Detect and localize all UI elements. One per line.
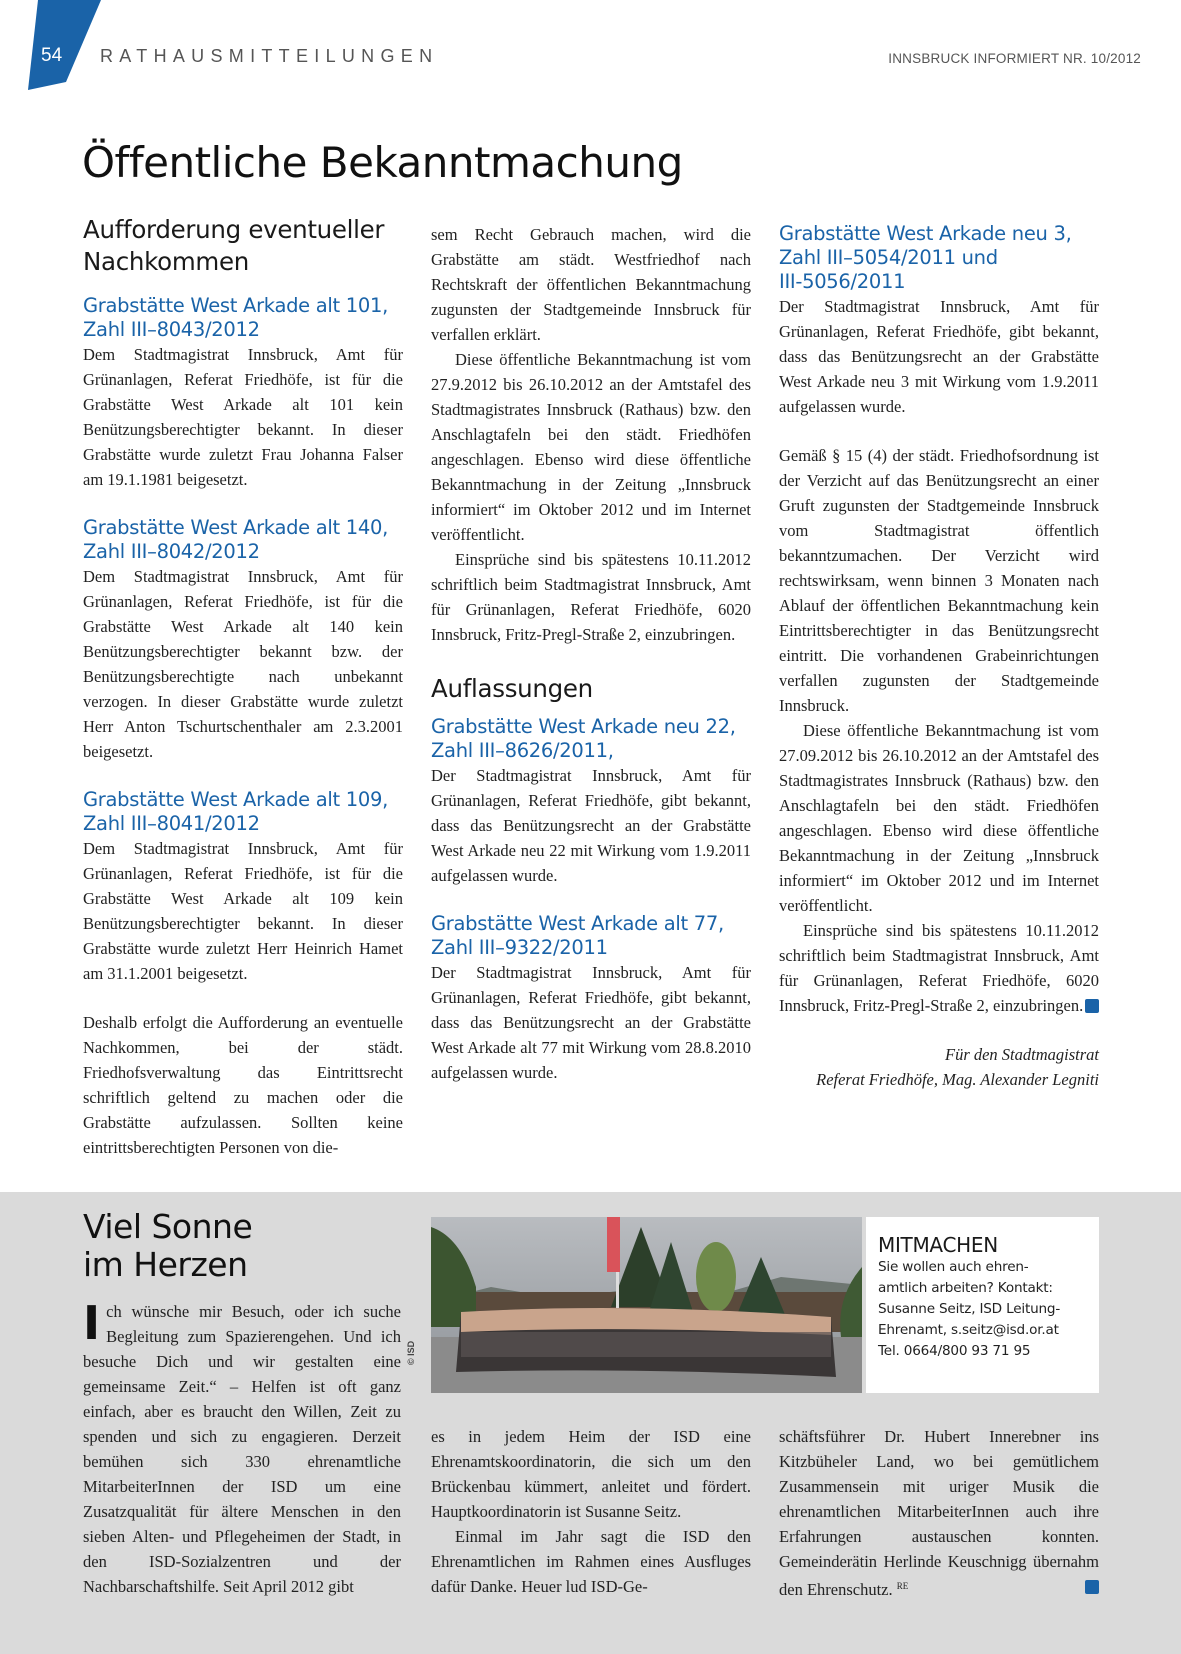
section-label: RATHAUSMITTEILUNGEN: [100, 46, 439, 66]
publication-paragraph: Diese öffentliche Bekanntmachung ist vom 27.09.2012 bis 26.10.2012 an der Amtstafel des Stadtmagistrates Innsbruck (Rathaus) bzw. den Anschlagtafeln bei den städt. Friedhöfen angeschlagen. Ebenso wird diese öffentliche Bekanntmachung in der Zeitung „Innsbruck informiert“ im Oktober 2012 und im Internet veröffentlicht.: [779, 721, 1099, 915]
feature-paragraph: Einmal im Jahr sagt die ISD den Ehrenamtlichen im Rahmen eines Ausfluges dafür Danke. Heuer lud ISD-Ge-: [431, 1527, 751, 1596]
section-heading-auflassungen: Auflassungen: [431, 674, 593, 703]
entry-title: Grabstätte West Arkade alt 140, Zahl III–8042/2012: [83, 516, 388, 563]
infobox-line: Sie wollen auch ehren-: [878, 1259, 1029, 1275]
drop-cap: I: [83, 1296, 101, 1350]
entry-body: Der Stadtmagistrat Innsbruck, Amt für Grünanlagen, Referat Friedhöfe, gibt bekannt, dass das Benützungsrecht an der Grabstätte West Arkade alt 77 mit Wirkung vom 28.8.2010 aufgelassen wurde.: [431, 963, 751, 1082]
notice-entry: [779, 222, 1099, 419]
entry-body: Der Stadtmagistrat Innsbruck, Amt für Grünanlagen, Referat Friedhöfe, gibt bekannt, dass das Benützungsrecht an der Grabstätte West Arkade neu 22 mit Wirkung vom 1.9.2011 aufgelassen wurde.: [431, 766, 751, 885]
feature-column-3: [779, 1424, 1099, 1602]
end-mark-icon: [1085, 999, 1099, 1013]
entry-title: Grabstätte West Arkade neu 3, Zahl III–5054/2011 und III-5056/2011: [779, 222, 1072, 293]
notice-entry: [83, 294, 403, 492]
notice-entry: [431, 715, 751, 888]
page-title: Öffentliche Bekanntmachung: [82, 138, 683, 187]
entry-title: Grabstätte West Arkade alt 101, Zahl III–8043/2012: [83, 294, 388, 341]
entry-body: Der Stadtmagistrat Innsbruck, Amt für Grünanlagen, Referat Friedhöfe, gibt bekannt, dass das Benützungsrecht an der Grabstätte West Arkade neu 3 mit Wirkung vom 1.9.2011 aufgelassen wurde.: [779, 297, 1099, 416]
legal-paragraph: Gemäß § 15 (4) der städt. Friedhofsordnung ist der Verzicht auf das Benützungsrecht an einer Gruft zugunsten der Stadtgemeinde Innsbruck vom Stadtmagistrat öffentlich bekanntzumachen. Der Verzicht wird rechtswirksam, wenn binnen 3 Monaten nach Ablauf der öffentlichen Bekanntmachung kein Eintrittsberechtigter in das Benützungsrecht eintritt. Die vorhandenen Grabeinrichtungen verfallen zugunsten der Stadtgemeinde Innsbruck.: [779, 446, 1099, 715]
notice-entry: [83, 788, 403, 986]
feature-paragraph: es in jedem Heim der ISD eine Ehrenamtskoordinatorin, die sich um den Brückenbau kümmert, anleitet und fördert. Hauptkoordinatorin ist Susanne Seitz.: [431, 1427, 751, 1521]
objections-paragraph: Einsprüche sind bis spätestens 10.11.2012 schriftlich beim Stadtmagistrat Innsbruck, Amt für Grünanlagen, Referat Friedhöfe, 6020 Innsbruck, Fritz-Pregl-Straße 2, einzubringen.: [431, 550, 751, 644]
mitmachen-infobox: [866, 1217, 1099, 1393]
column-2: [431, 222, 751, 1085]
issue-label: INNSBRUCK INFORMIERT NR. 10/2012: [888, 51, 1141, 66]
publication-paragraph: Diese öffentliche Bekanntmachung ist vom 27.9.2012 bis 26.10.2012 an der Amtstafel des Stadtmagistrates Innsbruck (Rathaus) bzw. den Anschlagtafeln bei den städt. Friedhöfen angeschlagen. Ebenso wird diese öffentliche Bekanntmachung in der Zeitung „Innsbruck informiert“ im Oktober 2012 und im Internet veröffentlicht.: [431, 350, 751, 544]
entry-title: Grabstätte West Arkade alt 109, Zahl III–8041/2012: [83, 788, 388, 835]
entry-title: Grabstätte West Arkade neu 22, Zahl III–8626/2011,: [431, 715, 736, 762]
notice-entry: [83, 516, 403, 764]
group-photo: [431, 1217, 862, 1393]
infobox-line: amtlich arbeiten? Kontakt:: [878, 1280, 1053, 1296]
author-initials: RE: [896, 1581, 909, 1591]
column-1: [83, 214, 403, 1160]
infobox-title: MITMACHEN: [878, 1233, 998, 1257]
infobox-phone-line: Tel. 0664/800 93 71 95: [878, 1343, 1031, 1359]
signature: Für den Stadtmagistrat Referat Friedhöfe, Mag. Alexander Legniti: [816, 1045, 1099, 1089]
page-number: 54: [41, 45, 63, 66]
infobox-email-line[interactable]: Ehrenamt, s.seitz@isd.or.at: [878, 1322, 1059, 1338]
end-mark-icon: [1085, 1580, 1099, 1594]
feature-column-2: [431, 1424, 751, 1599]
entry-body: Dem Stadtmagistrat Innsbruck, Amt für Grünanlagen, Referat Friedhöfe, ist für die Grabstätte West Arkade alt 101 kein Benützungsberechtigter bekannt. In dieser Grabstätte wurde zuletzt Frau Johanna Falser am 19.1.1981 beigesetzt.: [83, 345, 403, 489]
photo-credit: © ISD: [406, 1340, 416, 1365]
entry-body: Dem Stadtmagistrat Innsbruck, Amt für Grünanlagen, Referat Friedhöfe, ist für die Grabstätte West Arkade alt 109 kein Benützungsberechtigter bekannt. In dieser Grabstätte wurde zuletzt Herr Heinrich Hamet am 31.1.2001 beigesetzt.: [83, 839, 403, 983]
continuation-paragraph: sem Recht Gebrauch machen, wird die Grabstätte am städt. Westfriedhof nach Rechtskraft der öffentlichen Bekanntmachung zugunsten der Stadtgemeinde Innsbruck für verfallen erklärt.: [431, 225, 751, 344]
feature-column-1: [83, 1296, 401, 1599]
closing-paragraph: Deshalb erfolgt die Aufforderung an eventuelle Nachkommen, bei der städt. Friedhofsverwaltung das Eintrittsrecht schriftlich geltend zu machen oder die Grabstätte aufzulassen. Sollten keine eintrittsberechtigten Personen von die-: [83, 1013, 403, 1157]
section-heading-nachkommen: Aufforderung eventueller Nachkommen: [83, 215, 385, 276]
objections-paragraph: Einsprüche sind bis spätestens 10.11.2012 schriftlich beim Stadtmagistrat Innsbruck, Amt für Grünanlagen, Referat Friedhöfe, 6020 Innsbruck, Fritz-Pregl-Straße 2, einzubringen.: [779, 921, 1099, 1015]
feature-paragraph: schäftsführer Dr. Hubert Innerebner ins Kitzbüheler Land, wo bei gemütlichem Zusammensein mit uriger Musik die ehrenamtlichen MitarbeiterInnen auch ihre Erfahrungen austauschen konnten. Gemeinderätin Herlinde Keuschnigg übernahm den Ehrenschutz. $^{RE}$: [779, 1427, 1099, 1599]
feature-paragraph: Ich wünsche mir Besuch, oder ich suche Begleitung zum Spazierengehen. Und ich besuche Dich und wir gestalten eine gemeinsame Zeit.“ – Helfen ist oft ganz einfach, aber es braucht den Willen, Zeit zu spenden und sich zu engagieren. Derzeit bemühen sich 330 ehrenamtliche MitarbeiterInnen der ISD um eine Zusatzqualität für ältere Menschen in den sieben Alten- und Pflegeheimen der Stadt, in den ISD-Sozialzentren und der Nachbarschaftshilfe. Seit April 2012 gibt: [83, 1296, 401, 1596]
notice-entry: [431, 912, 751, 1085]
feature-title: Viel Sonne im Herzen: [83, 1207, 253, 1284]
entry-body: Dem Stadtmagistrat Innsbruck, Amt für Grünanlagen, Referat Friedhöfe, ist für die Grabstätte West Arkade alt 140 kein Benützungsberechtigter bekannt bzw. der Benützungsberechtigte nach unbekannt verzogen. In dieser Grabstätte wurde zuletzt Herr Anton Tschurtschenthaler am 2.3.2001 beigesetzt.: [83, 567, 403, 761]
column-3: [779, 222, 1099, 1092]
entry-title: Grabstätte West Arkade alt 77, Zahl III–9322/2011: [431, 912, 724, 959]
infobox-line: Susanne Seitz, ISD Leitung-: [878, 1301, 1061, 1317]
